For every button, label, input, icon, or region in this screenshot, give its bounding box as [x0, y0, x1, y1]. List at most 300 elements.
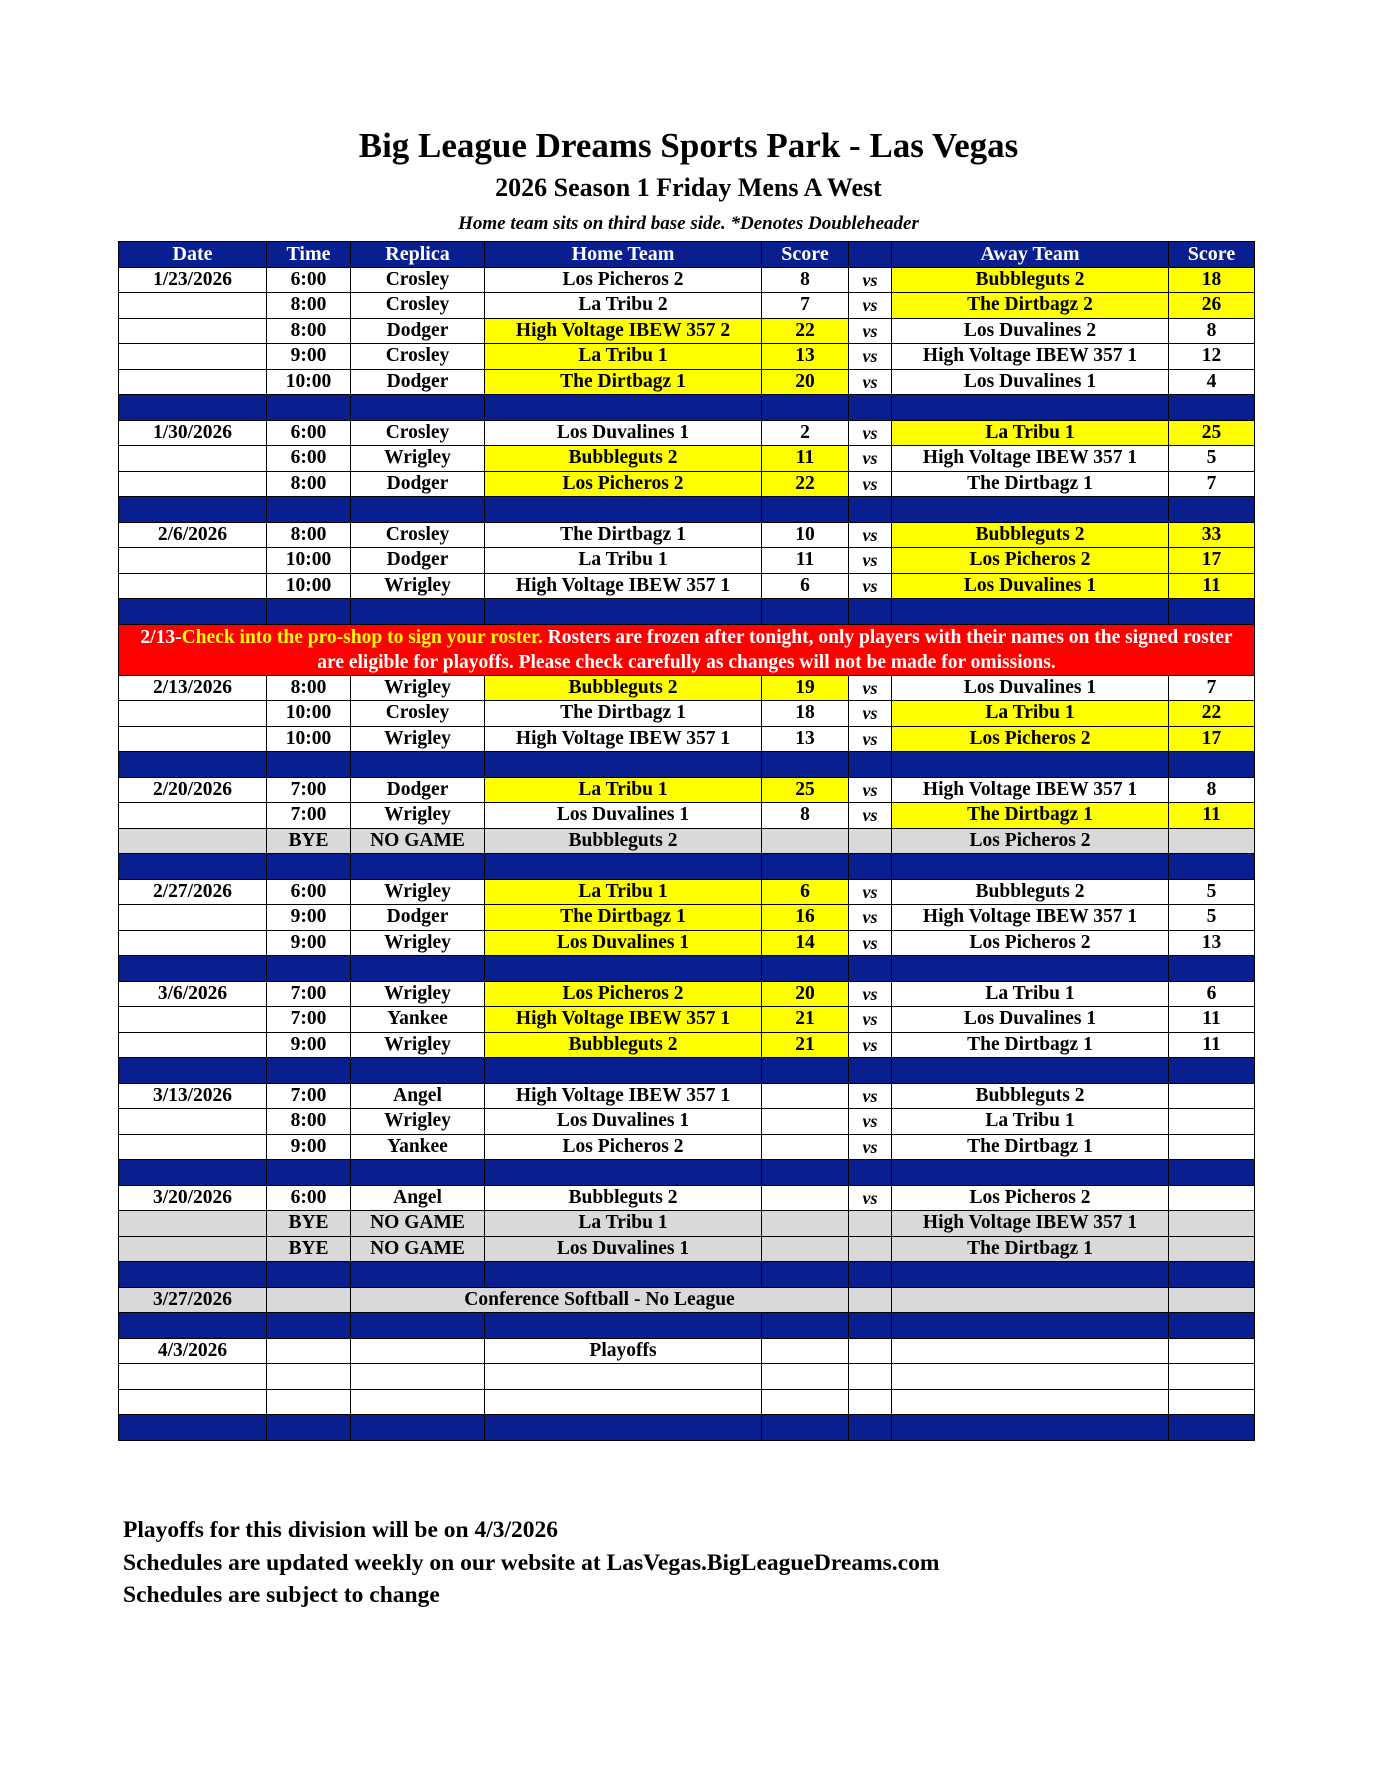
away-team-cell: The Dirtbagz 1	[892, 1134, 1169, 1160]
field-cell: Crosley	[351, 701, 485, 727]
separator-cell	[267, 395, 351, 421]
separator-cell	[485, 1058, 762, 1084]
vs-cell: vs	[849, 879, 892, 905]
column-header: Score	[762, 242, 849, 268]
home-team-cell: The Dirtbagz 1	[485, 522, 762, 548]
separator-cell	[892, 1262, 1169, 1288]
date-cell: 3/27/2026	[119, 1287, 267, 1313]
away-score-cell: 5	[1169, 446, 1255, 472]
away-team-cell: High Voltage IBEW 357 1	[892, 1211, 1169, 1237]
separator-cell	[762, 752, 849, 778]
vs-cell: vs	[849, 1032, 892, 1058]
empty-cell	[119, 1389, 267, 1415]
home-team-cell: High Voltage IBEW 357 1	[485, 726, 762, 752]
notice-text: Rosters are frozen after tonight, only players with their names on the signed roster are eligible for playoffs. Please check carefully as changes will not be made for omissions.	[317, 626, 1233, 673]
field-cell: Wrigley	[351, 879, 485, 905]
time-cell: BYE	[267, 1236, 351, 1262]
game-row	[119, 1134, 1255, 1160]
separator-cell	[762, 395, 849, 421]
vs-cell: vs	[849, 293, 892, 319]
home-score-cell: 8	[762, 267, 849, 293]
home-score-cell	[762, 1083, 849, 1109]
separator-cell	[892, 854, 1169, 880]
separator-cell	[351, 395, 485, 421]
home-team-cell: La Tribu 1	[485, 777, 762, 803]
vs-cell: vs	[849, 905, 892, 931]
column-header: Time	[267, 242, 351, 268]
separator-cell	[849, 752, 892, 778]
score-cell	[762, 1338, 849, 1364]
empty-cell	[892, 1364, 1169, 1390]
game-row	[119, 930, 1255, 956]
home-score-cell: 21	[762, 1032, 849, 1058]
date-cell: 2/27/2026	[119, 879, 267, 905]
field-cell: Wrigley	[351, 446, 485, 472]
home-team-cell: Bubbleguts 2	[485, 1185, 762, 1211]
home-team-cell: Bubbleguts 2	[485, 446, 762, 472]
vs-cell: vs	[849, 777, 892, 803]
separator-cell	[119, 599, 267, 625]
vs-cell	[849, 1236, 892, 1262]
time-cell: 7:00	[267, 1083, 351, 1109]
home-team-cell: Los Duvalines 1	[485, 930, 762, 956]
separator-cell	[762, 497, 849, 523]
separator-cell	[485, 752, 762, 778]
away-team-cell: Bubbleguts 2	[892, 267, 1169, 293]
score-cell	[1169, 1338, 1255, 1364]
time-cell: 8:00	[267, 293, 351, 319]
home-team-cell: Bubbleguts 2	[485, 1032, 762, 1058]
column-header: Away Team	[892, 242, 1169, 268]
game-row	[119, 1185, 1255, 1211]
vs-cell: vs	[849, 369, 892, 395]
away-team-cell: The Dirtbagz 1	[892, 1236, 1169, 1262]
date-cell	[119, 1134, 267, 1160]
home-team-cell: High Voltage IBEW 357 1	[485, 1007, 762, 1033]
separator-cell	[267, 1313, 351, 1339]
away-score-cell: 11	[1169, 803, 1255, 829]
separator-cell	[1169, 854, 1255, 880]
vs-cell: vs	[849, 1083, 892, 1109]
field-cell: NO GAME	[351, 1236, 485, 1262]
date-cell: 1/23/2026	[119, 267, 267, 293]
home-team-cell: La Tribu 1	[485, 344, 762, 370]
away-team-cell: The Dirtbagz 1	[892, 803, 1169, 829]
game-row	[119, 1032, 1255, 1058]
game-row	[119, 1007, 1255, 1033]
date-cell	[119, 573, 267, 599]
away-score-cell: 13	[1169, 930, 1255, 956]
separator-cell	[485, 395, 762, 421]
separator-cell	[849, 1058, 892, 1084]
vs-cell: vs	[849, 1185, 892, 1211]
column-header: Score	[1169, 242, 1255, 268]
field-cell: Dodger	[351, 369, 485, 395]
separator-cell	[762, 1313, 849, 1339]
home-team-cell: La Tribu 1	[485, 548, 762, 574]
vs-cell: vs	[849, 675, 892, 701]
separator-cell	[351, 854, 485, 880]
home-team-cell: The Dirtbagz 1	[485, 905, 762, 931]
vs-cell: vs	[849, 344, 892, 370]
away-team-cell: Bubbleguts 2	[892, 1083, 1169, 1109]
separator-cell	[849, 1415, 892, 1441]
time-cell: 8:00	[267, 318, 351, 344]
vs-cell: vs	[849, 573, 892, 599]
separator-cell	[119, 395, 267, 421]
field-cell: Dodger	[351, 471, 485, 497]
home-team-cell: The Dirtbagz 1	[485, 701, 762, 727]
separator-cell	[849, 956, 892, 982]
game-row	[119, 369, 1255, 395]
date-cell	[119, 1211, 267, 1237]
separator-cell	[485, 1160, 762, 1186]
field-cell: Wrigley	[351, 803, 485, 829]
separator-cell	[119, 1058, 267, 1084]
away-score-cell: 17	[1169, 548, 1255, 574]
time-cell: 7:00	[267, 1007, 351, 1033]
header-note: Home team sits on third base side. *Denotes Doubleheader	[458, 213, 919, 234]
home-team-cell: Bubbleguts 2	[485, 828, 762, 854]
date-cell	[119, 1236, 267, 1262]
schedule-body	[119, 267, 1255, 1440]
separator-cell	[892, 1058, 1169, 1084]
game-row	[119, 981, 1255, 1007]
game-row	[119, 573, 1255, 599]
vs-cell: vs	[849, 522, 892, 548]
empty-cell	[1169, 1389, 1255, 1415]
home-score-cell: 19	[762, 675, 849, 701]
separator-cell	[485, 854, 762, 880]
field-cell: Yankee	[351, 1007, 485, 1033]
time-cell: BYE	[267, 1211, 351, 1237]
away-team-cell: La Tribu 1	[892, 701, 1169, 727]
home-team-cell: Los Picheros 2	[485, 267, 762, 293]
time-cell: BYE	[267, 828, 351, 854]
away-score-cell: 17	[1169, 726, 1255, 752]
date-cell	[119, 1109, 267, 1135]
time-cell: 9:00	[267, 1032, 351, 1058]
home-score-cell: 21	[762, 1007, 849, 1033]
field-cell: Wrigley	[351, 981, 485, 1007]
separator-cell	[485, 599, 762, 625]
vs-cell: vs	[849, 446, 892, 472]
date-cell	[119, 803, 267, 829]
vs-cell: vs	[849, 1134, 892, 1160]
home-score-cell: 7	[762, 293, 849, 319]
separator-row	[119, 752, 1255, 778]
home-score-cell: 11	[762, 548, 849, 574]
away-team-cell: Los Picheros 2	[892, 1185, 1169, 1211]
away-team-cell: Los Duvalines 1	[892, 675, 1169, 701]
separator-cell	[762, 1262, 849, 1288]
home-team-cell: High Voltage IBEW 357 2	[485, 318, 762, 344]
separator-cell	[485, 1262, 762, 1288]
away-score-cell: 6	[1169, 981, 1255, 1007]
home-score-cell: 18	[762, 701, 849, 727]
date-cell: 2/6/2026	[119, 522, 267, 548]
home-score-cell	[762, 1211, 849, 1237]
field-cell: Crosley	[351, 522, 485, 548]
home-score-cell: 22	[762, 318, 849, 344]
separator-cell	[119, 854, 267, 880]
time-cell: 10:00	[267, 726, 351, 752]
field-cell: Crosley	[351, 293, 485, 319]
vs-cell: vs	[849, 548, 892, 574]
away-team-cell: High Voltage IBEW 357 1	[892, 777, 1169, 803]
field-cell: Wrigley	[351, 726, 485, 752]
home-team-cell: La Tribu 2	[485, 293, 762, 319]
time-cell: 6:00	[267, 1185, 351, 1211]
home-score-cell: 16	[762, 905, 849, 931]
separator-cell	[762, 854, 849, 880]
footer-playoffs-note: Playoffs for this division will be on 4/3/2026	[123, 1517, 559, 1543]
separator-cell	[119, 1313, 267, 1339]
home-team-cell: Los Duvalines 1	[485, 803, 762, 829]
vs-cell: vs	[849, 803, 892, 829]
column-header: Replica	[351, 242, 485, 268]
game-row	[119, 1083, 1255, 1109]
home-score-cell: 20	[762, 981, 849, 1007]
field-cell	[351, 1338, 485, 1364]
empty-cell	[485, 1389, 762, 1415]
time-cell: 9:00	[267, 1134, 351, 1160]
column-header	[849, 242, 892, 268]
date-cell: 3/6/2026	[119, 981, 267, 1007]
empty-cell	[119, 1364, 267, 1390]
home-score-cell: 11	[762, 446, 849, 472]
empty-cell	[1169, 1364, 1255, 1390]
footer-website-note: Schedules are updated weekly on our website at LasVegas.BigLeagueDreams.com	[123, 1550, 940, 1576]
home-team-cell: Los Picheros 2	[485, 471, 762, 497]
vs-cell: vs	[849, 420, 892, 446]
away-score-cell: 8	[1169, 777, 1255, 803]
separator-cell	[892, 1415, 1169, 1441]
time-cell: 8:00	[267, 522, 351, 548]
bye-row	[119, 1211, 1255, 1237]
event-row	[119, 1338, 1255, 1364]
time-cell: 10:00	[267, 548, 351, 574]
home-team-cell: Los Duvalines 1	[485, 420, 762, 446]
date-cell	[119, 446, 267, 472]
separator-cell	[351, 1058, 485, 1084]
away-team-cell: Los Picheros 2	[892, 930, 1169, 956]
time-cell	[267, 1287, 351, 1313]
separator-cell	[119, 1160, 267, 1186]
separator-row	[119, 1160, 1255, 1186]
time-cell: 9:00	[267, 905, 351, 931]
away-score-cell: 18	[1169, 267, 1255, 293]
date-cell	[119, 318, 267, 344]
separator-row	[119, 1262, 1255, 1288]
away-score-cell	[1169, 1134, 1255, 1160]
away-score-cell	[1169, 1083, 1255, 1109]
separator-cell	[849, 497, 892, 523]
field-cell: Angel	[351, 1185, 485, 1211]
away-team-cell: Bubbleguts 2	[892, 522, 1169, 548]
separator-cell	[351, 752, 485, 778]
separator-cell	[849, 395, 892, 421]
table-header-row	[119, 242, 1255, 268]
field-cell: Dodger	[351, 318, 485, 344]
game-row	[119, 1109, 1255, 1135]
home-score-cell	[762, 828, 849, 854]
separator-cell	[762, 956, 849, 982]
separator-cell	[351, 1262, 485, 1288]
game-row	[119, 803, 1255, 829]
field-cell: Dodger	[351, 777, 485, 803]
separator-cell	[485, 956, 762, 982]
separator-cell	[119, 497, 267, 523]
separator-cell	[849, 1313, 892, 1339]
separator-row	[119, 956, 1255, 982]
field-cell: Wrigley	[351, 573, 485, 599]
away-team-cell: Los Duvalines 2	[892, 318, 1169, 344]
home-team-cell: Los Picheros 2	[485, 981, 762, 1007]
time-cell: 10:00	[267, 701, 351, 727]
separator-cell	[1169, 395, 1255, 421]
separator-cell	[1169, 1160, 1255, 1186]
field-cell: Crosley	[351, 344, 485, 370]
time-cell: 6:00	[267, 446, 351, 472]
away-team-cell: The Dirtbagz 2	[892, 293, 1169, 319]
away-score-cell	[1169, 1185, 1255, 1211]
date-cell	[119, 1032, 267, 1058]
home-team-cell: Los Duvalines 1	[485, 1109, 762, 1135]
field-cell: Angel	[351, 1083, 485, 1109]
home-score-cell: 25	[762, 777, 849, 803]
separator-cell	[119, 1262, 267, 1288]
game-row	[119, 471, 1255, 497]
time-cell: 6:00	[267, 879, 351, 905]
date-cell	[119, 726, 267, 752]
date-cell	[119, 828, 267, 854]
home-team-cell: La Tribu 1	[485, 879, 762, 905]
separator-cell	[849, 854, 892, 880]
home-score-cell	[762, 1109, 849, 1135]
time-cell: 8:00	[267, 1109, 351, 1135]
home-score-cell: 6	[762, 879, 849, 905]
date-cell: 2/20/2026	[119, 777, 267, 803]
separator-cell	[119, 1415, 267, 1441]
empty-cell	[849, 1364, 892, 1390]
separator-cell	[351, 599, 485, 625]
away-score-cell: 12	[1169, 344, 1255, 370]
game-row	[119, 522, 1255, 548]
date-cell	[119, 1007, 267, 1033]
separator-cell	[119, 956, 267, 982]
date-cell: 3/13/2026	[119, 1083, 267, 1109]
vs-cell: vs	[849, 1007, 892, 1033]
separator-cell	[267, 1415, 351, 1441]
vs-cell	[849, 1211, 892, 1237]
date-cell	[119, 701, 267, 727]
time-cell	[267, 1338, 351, 1364]
separator-cell	[849, 599, 892, 625]
vs-cell: vs	[849, 726, 892, 752]
home-team-cell: High Voltage IBEW 357 1	[485, 573, 762, 599]
separator-cell	[892, 956, 1169, 982]
field-cell: Wrigley	[351, 675, 485, 701]
separator-cell	[267, 1058, 351, 1084]
away-score-cell: 11	[1169, 1007, 1255, 1033]
vs-cell	[849, 828, 892, 854]
score-cell	[1169, 1287, 1255, 1313]
away-score-cell: 33	[1169, 522, 1255, 548]
time-cell: 7:00	[267, 777, 351, 803]
time-cell: 7:00	[267, 981, 351, 1007]
date-cell: 1/30/2026	[119, 420, 267, 446]
game-row	[119, 420, 1255, 446]
away-team-cell: The Dirtbagz 1	[892, 471, 1169, 497]
away-score-cell	[1169, 1236, 1255, 1262]
schedule-table	[118, 241, 1255, 1441]
date-cell	[119, 471, 267, 497]
date-cell: 4/3/2026	[119, 1338, 267, 1364]
field-cell: Wrigley	[351, 930, 485, 956]
separator-row	[119, 497, 1255, 523]
away-team-cell: The Dirtbagz 1	[892, 1032, 1169, 1058]
separator-cell	[892, 395, 1169, 421]
away-score-cell: 5	[1169, 879, 1255, 905]
separator-cell	[1169, 956, 1255, 982]
away-score-cell: 7	[1169, 471, 1255, 497]
home-team-cell: Bubbleguts 2	[485, 675, 762, 701]
vs-cell: vs	[849, 701, 892, 727]
page-subtitle: 2026 Season 1 Friday Mens A West	[495, 173, 882, 202]
away-team-cell: Los Duvalines 1	[892, 1007, 1169, 1033]
separator-cell	[892, 1313, 1169, 1339]
away-team-cell: Los Duvalines 1	[892, 573, 1169, 599]
empty-cell	[351, 1364, 485, 1390]
away-team-cell	[892, 1287, 1169, 1313]
home-score-cell	[762, 1185, 849, 1211]
away-team-cell: Los Picheros 2	[892, 726, 1169, 752]
away-score-cell: 8	[1169, 318, 1255, 344]
away-team-cell: Bubbleguts 2	[892, 879, 1169, 905]
time-cell: 8:00	[267, 675, 351, 701]
home-score-cell: 22	[762, 471, 849, 497]
separator-cell	[1169, 1058, 1255, 1084]
date-cell	[119, 344, 267, 370]
separator-cell	[267, 752, 351, 778]
separator-cell	[762, 1058, 849, 1084]
separator-cell	[849, 1160, 892, 1186]
event-cell: Playoffs	[485, 1338, 762, 1364]
separator-cell	[485, 1313, 762, 1339]
home-score-cell	[762, 1134, 849, 1160]
away-team-cell: High Voltage IBEW 357 1	[892, 905, 1169, 931]
home-score-cell: 13	[762, 726, 849, 752]
bye-row	[119, 1236, 1255, 1262]
empty-cell	[892, 1389, 1169, 1415]
separator-cell	[1169, 497, 1255, 523]
separator-row	[119, 599, 1255, 625]
home-team-cell: Los Duvalines 1	[485, 1236, 762, 1262]
away-score-cell: 22	[1169, 701, 1255, 727]
field-cell: Wrigley	[351, 1032, 485, 1058]
separator-cell	[892, 599, 1169, 625]
separator-cell	[1169, 752, 1255, 778]
away-team-cell: Los Picheros 2	[892, 548, 1169, 574]
time-cell: 10:00	[267, 573, 351, 599]
separator-cell	[849, 1262, 892, 1288]
away-score-cell: 25	[1169, 420, 1255, 446]
time-cell: 10:00	[267, 369, 351, 395]
date-cell: 2/13/2026	[119, 675, 267, 701]
home-score-cell: 2	[762, 420, 849, 446]
vs-cell	[849, 1338, 892, 1364]
